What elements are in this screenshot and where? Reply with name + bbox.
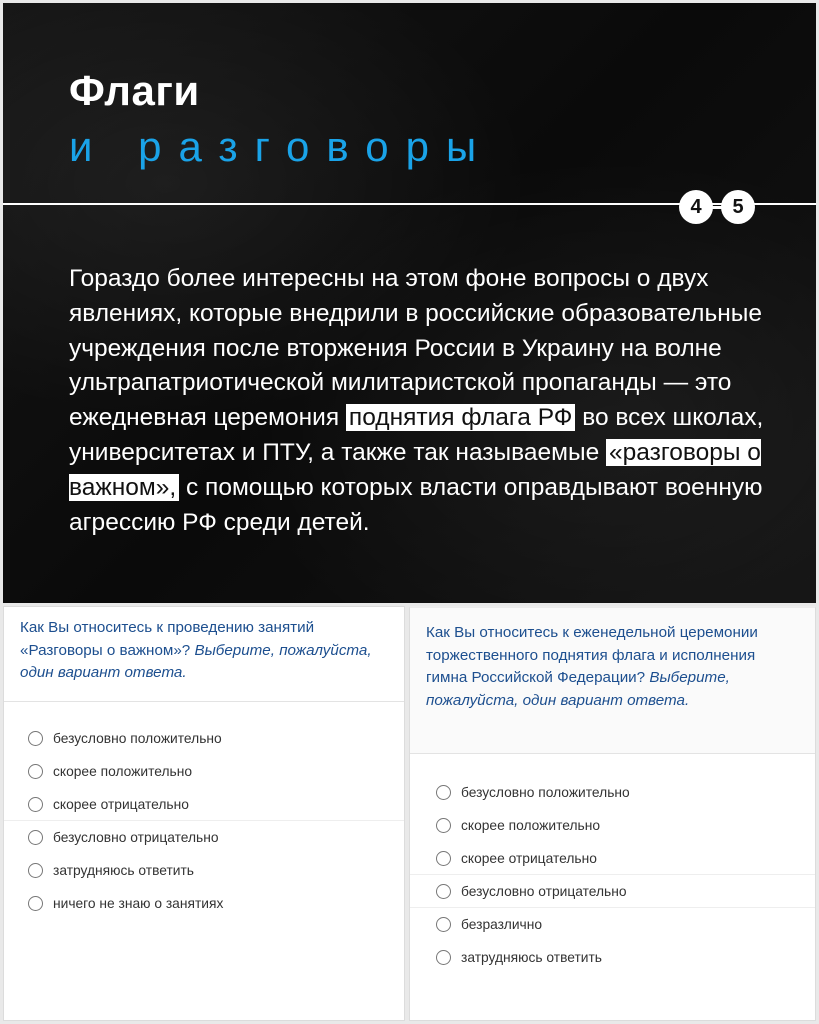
radio-icon[interactable]: [436, 950, 451, 965]
radio-icon[interactable]: [28, 731, 43, 746]
radio-icon[interactable]: [28, 797, 43, 812]
radio-icon[interactable]: [28, 863, 43, 878]
radio-icon[interactable]: [436, 785, 451, 800]
radio-icon[interactable]: [436, 818, 451, 833]
page-dash: [713, 190, 721, 224]
radio-icon[interactable]: [28, 830, 43, 845]
body-paragraph: [69, 262, 769, 540]
page-indicator: [679, 189, 755, 225]
options-list: [410, 754, 815, 974]
radio-icon[interactable]: [28, 764, 43, 779]
option-label: скорее отрицательно: [53, 796, 189, 812]
title-line-2: и разговоры: [69, 123, 494, 170]
option-row[interactable]: [410, 842, 815, 875]
radio-icon[interactable]: [436, 851, 451, 866]
highlight-flag: поднятия флага РФ: [346, 404, 576, 431]
title-line-1: Флаги: [69, 67, 200, 114]
option-label: скорее положительно: [53, 764, 193, 779]
option-row[interactable]: [4, 821, 404, 854]
option-label: скорее положительно: [461, 818, 601, 833]
option-row[interactable]: [410, 941, 815, 974]
question-header: [410, 608, 815, 754]
radio-icon[interactable]: [436, 917, 451, 932]
paragraph-part-1: Гораздо более интересны на этом фоне вопросы о двух явлениях, которые внедрили в российские образовательные учреждения после вторжения России в Украину на волне ультрапатриотической милитаристской пропаганды — это ежедневная церемония: [69, 265, 762, 432]
option-label: безразлично: [461, 917, 543, 932]
option-row[interactable]: [4, 854, 404, 887]
page-total: 5: [721, 190, 755, 224]
option-label: безусловно положительно: [461, 785, 630, 800]
options-list: [4, 702, 404, 920]
page-current: 4: [679, 190, 713, 224]
survey-card-flag: [409, 606, 816, 1021]
radio-icon[interactable]: [436, 884, 451, 899]
hero-panel: [3, 3, 816, 603]
question-instruction: Выберите, пожалуйста, один вариант ответа.: [426, 669, 730, 709]
highlight-talks: «разговоры о важном»,: [69, 438, 761, 501]
option-label: ничего не знаю о занятиях: [53, 896, 224, 911]
radio-icon[interactable]: [28, 896, 43, 911]
question-text: Как Вы относитесь к проведению занятий «Разговоры о важном»?: [20, 619, 315, 659]
question-header: [4, 607, 404, 702]
option-row[interactable]: [4, 755, 404, 788]
option-row[interactable]: [4, 722, 404, 755]
option-row[interactable]: [410, 776, 815, 809]
option-row[interactable]: [4, 887, 404, 920]
option-row[interactable]: [410, 809, 815, 842]
option-label: затрудняюсь ответить: [53, 863, 194, 878]
option-row[interactable]: [410, 908, 815, 941]
option-label: затрудняюсь ответить: [461, 950, 602, 965]
option-label: безусловно отрицательно: [461, 883, 627, 899]
option-label: скорее отрицательно: [461, 850, 597, 866]
question-text: Как Вы относитесь к еженедельной церемонии торжественного поднятия флага и исполнения гимна Российской Федерации?: [426, 624, 758, 686]
paragraph-part-2: во всех школах, университетах и ПТУ, а также так называемые: [69, 404, 764, 466]
option-label: безусловно положительно: [53, 731, 222, 746]
paragraph-part-3: с помощью которых власти оправдывают военную агрессию РФ среди детей.: [69, 473, 763, 536]
question-instruction: Выберите, пожалуйста, один вариант ответа.: [20, 641, 372, 681]
option-row[interactable]: [4, 788, 404, 821]
option-label: безусловно отрицательно: [53, 830, 219, 845]
survey-card-talks: [3, 606, 405, 1021]
option-row[interactable]: [410, 875, 815, 908]
